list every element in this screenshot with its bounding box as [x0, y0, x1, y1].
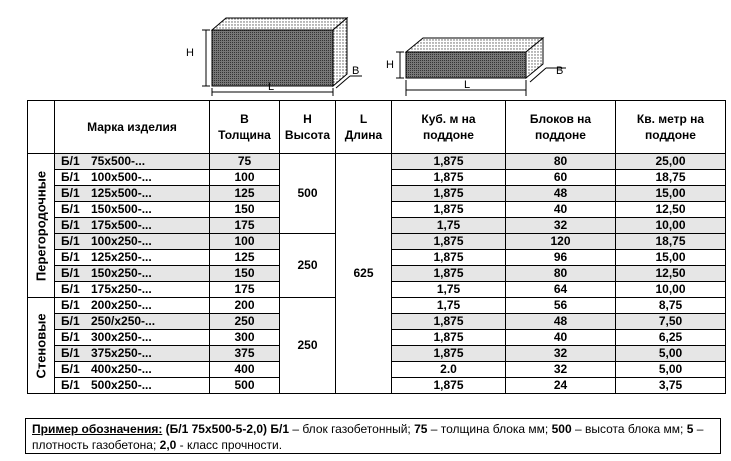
block2-h-label: H: [386, 59, 394, 71]
mark-cell: Б/1 300х250-...: [55, 330, 210, 346]
mark-cell: Б/1 175х500-...: [55, 218, 210, 234]
thickness-cell: 375: [210, 346, 280, 362]
cubic-cell: 1,75: [392, 298, 506, 314]
note-t5: - класс прочности.: [176, 438, 283, 452]
note-p3: 500: [551, 422, 572, 436]
note-p4: 5: [686, 422, 694, 436]
mark-cell: Б/1 150х500-...: [55, 202, 210, 218]
header-cubic: Куб. м на поддоне: [392, 101, 506, 154]
thickness-cell: 500: [210, 378, 280, 394]
sqm-cell: 8,75: [616, 298, 726, 314]
blocks-cell: 32: [506, 218, 616, 234]
height-cell: 500: [280, 154, 336, 234]
note-t4: – плотность газобетона;: [32, 422, 704, 452]
blocks-cell: 56: [506, 298, 616, 314]
mark-cell: Б/1 375х250-...: [55, 346, 210, 362]
thickness-cell: 100: [210, 234, 280, 250]
blocks-cell: 64: [506, 282, 616, 298]
note-t2: – толщина блока мм;: [427, 422, 552, 436]
cubic-cell: 1,875: [392, 186, 506, 202]
height-cell: 250: [280, 298, 336, 394]
header-thickness: B Толщина: [210, 101, 280, 154]
cubic-cell: 1,875: [392, 202, 506, 218]
cubic-cell: 1,875: [392, 170, 506, 186]
block-flat-figure: [396, 38, 566, 96]
cubic-cell: 1,875: [392, 314, 506, 330]
blocks-cell: 80: [506, 266, 616, 282]
note-t3: – высота блока мм;: [571, 422, 687, 436]
sqm-cell: 12,50: [616, 202, 726, 218]
note-label: Пример обозначения:: [32, 422, 163, 436]
header-length: L Длина: [336, 101, 392, 154]
sqm-cell: 15,00: [616, 250, 726, 266]
sqm-cell: 7,50: [616, 314, 726, 330]
thickness-cell: 100: [210, 170, 280, 186]
mark-cell: Б/1 125х500-...: [55, 186, 210, 202]
blocks-cell: 40: [506, 202, 616, 218]
header-height: H Высота: [280, 101, 336, 154]
blocks-cell: 48: [506, 186, 616, 202]
note-example: (Б/1 75х500-5-2,0): [165, 422, 268, 436]
header-blocks: Блоков на поддоне: [506, 101, 616, 154]
blocks-cell: 32: [506, 362, 616, 378]
group-partition: Перегородочные: [28, 154, 55, 298]
mark-cell: Б/1 200х250-...: [55, 298, 210, 314]
group-wall: Стеновые: [28, 298, 55, 394]
thickness-cell: 300: [210, 330, 280, 346]
block2-l-label: L: [464, 79, 471, 91]
mark-cell: Б/1 100х500-...: [55, 170, 210, 186]
sqm-cell: 18,75: [616, 234, 726, 250]
thickness-cell: 125: [210, 186, 280, 202]
sqm-cell: 6,25: [616, 330, 726, 346]
mark-cell: Б/1 175х250-...: [55, 282, 210, 298]
sqm-cell: 10,00: [616, 282, 726, 298]
cubic-cell: 1,875: [392, 330, 506, 346]
cubic-cell: 1,75: [392, 218, 506, 234]
table-row: [28, 154, 726, 170]
sqm-cell: 10,00: [616, 218, 726, 234]
length-cell: 625: [336, 154, 392, 394]
thickness-cell: 400: [210, 362, 280, 378]
header-group-col: [28, 101, 55, 154]
sqm-cell: 3,75: [616, 378, 726, 394]
cubic-cell: 1,875: [392, 250, 506, 266]
block2-b-label: B: [556, 65, 564, 77]
cubic-cell: 2.0: [392, 362, 506, 378]
thickness-cell: 175: [210, 282, 280, 298]
cubic-cell: 1,875: [392, 154, 506, 170]
header-row: [28, 101, 726, 154]
header-sqm: Кв. метр на поддоне: [616, 101, 726, 154]
block-large-figure: [202, 18, 362, 96]
mark-cell: Б/1 100х250-...: [55, 234, 210, 250]
sqm-cell: 18,75: [616, 170, 726, 186]
cubic-cell: 1,875: [392, 266, 506, 282]
blocks-cell: 32: [506, 346, 616, 362]
blocks-cell: 40: [506, 330, 616, 346]
cubic-cell: 1,875: [392, 378, 506, 394]
thickness-cell: 175: [210, 218, 280, 234]
cubic-cell: 1,75: [392, 282, 506, 298]
blocks-cell: 80: [506, 154, 616, 170]
block1-h-label: H: [186, 47, 194, 59]
note-t1: – блок газобетонный;: [289, 422, 415, 436]
block1-b-label: B: [352, 65, 360, 77]
block-spec-table: [27, 100, 726, 394]
cubic-cell: 1,875: [392, 234, 506, 250]
mark-cell: Б/1 125х250-...: [55, 250, 210, 266]
blocks-cell: 24: [506, 378, 616, 394]
blocks-cell: 60: [506, 170, 616, 186]
thickness-cell: 200: [210, 298, 280, 314]
height-cell: 250: [280, 234, 336, 298]
note-p1: Б/1: [270, 422, 289, 436]
blocks-cell: 96: [506, 250, 616, 266]
cubic-cell: 1,875: [392, 346, 506, 362]
blocks-cell: 120: [506, 234, 616, 250]
thickness-cell: 250: [210, 314, 280, 330]
note-p5: 2,0: [159, 438, 177, 452]
sqm-cell: 5,00: [616, 346, 726, 362]
mark-cell: Б/1 250/х250-...: [55, 314, 210, 330]
thickness-cell: 75: [210, 154, 280, 170]
thickness-cell: 150: [210, 202, 280, 218]
note-p2: 75: [414, 422, 428, 436]
header-mark: Марка изделия: [55, 101, 210, 154]
mark-cell: Б/1 500х250-...: [55, 378, 210, 394]
block-illustrations: [0, 0, 731, 100]
mark-cell: Б/1 150х250-...: [55, 266, 210, 282]
thickness-cell: 125: [210, 250, 280, 266]
blocks-cell: 48: [506, 314, 616, 330]
sqm-cell: 25,00: [616, 154, 726, 170]
mark-cell: Б/1 75х500-...: [55, 154, 210, 170]
mark-cell: Б/1 400х250-...: [55, 362, 210, 378]
block1-l-label: L: [268, 81, 275, 93]
sqm-cell: 5,00: [616, 362, 726, 378]
sqm-cell: 12,50: [616, 266, 726, 282]
sqm-cell: 15,00: [616, 186, 726, 202]
thickness-cell: 150: [210, 266, 280, 282]
designation-example-note: [25, 418, 721, 454]
